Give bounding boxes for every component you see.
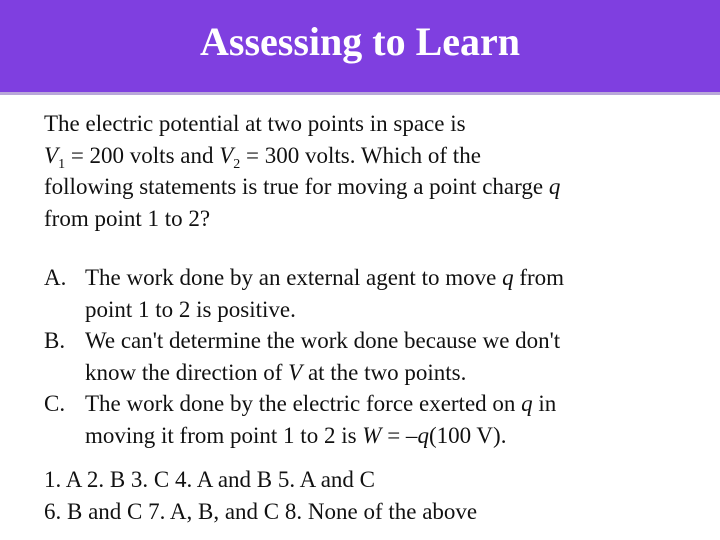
potential-symbol: V (288, 359, 303, 385)
option-c-text-end: in (532, 391, 557, 416)
answer-line-2: 6. B and C 7. A, B, and C 8. None of the above (44, 499, 478, 524)
option-a (44, 262, 684, 325)
equals-minus: = – (381, 422, 418, 448)
option-c-line-1 (85, 388, 684, 420)
v1-subscript: 1 (58, 156, 66, 172)
option-letter: C. (44, 391, 66, 416)
slide-title: Assessing to Learn (199, 19, 521, 64)
option-a-line-1 (85, 262, 684, 294)
v1-value: = 200 volts and (65, 142, 220, 168)
question-line-3-text: following statements is true for moving a point charge (44, 174, 549, 199)
option-c-text: The work done by the electric force exerted on (85, 391, 522, 416)
v2-symbol: V (219, 142, 234, 168)
question-line-3 (44, 171, 684, 203)
question-line-4: from point 1 to 2? (44, 205, 211, 231)
option-b-text-end: at the two points. (302, 359, 467, 385)
answer-line-1: 1. A 2. B 3. C 4. A and B 5. A and C (44, 467, 375, 492)
option-c-value: (100 V). (428, 422, 507, 448)
option-b (44, 325, 684, 388)
title-bar (0, 0, 720, 95)
question-text (44, 108, 684, 234)
option-b-line-1: We can't determine the work done because we don't (85, 328, 561, 353)
charge-symbol: q (548, 174, 561, 199)
work-symbol: W (362, 422, 382, 448)
option-letter: B. (44, 328, 66, 353)
option-a-text-end: from (513, 265, 565, 290)
charge-symbol: q (417, 422, 429, 448)
v2-value: = 300 volts. Which of the (240, 142, 481, 168)
v1-symbol: V (44, 142, 59, 168)
answer-choices (44, 464, 704, 528)
option-b-line-2 (85, 357, 684, 389)
option-c (44, 388, 684, 451)
option-a-text: The work done by an external agent to move (85, 265, 503, 290)
options-list (44, 262, 684, 451)
option-letter: A. (44, 265, 67, 290)
option-b-text: know the direction of (85, 359, 289, 385)
option-a-line-2: point 1 to 2 is positive. (85, 296, 296, 322)
question-line-1: The electric potential at two points in space is (44, 111, 466, 136)
option-c-line-2 (85, 420, 684, 452)
charge-symbol: q (502, 265, 514, 290)
question-line-2 (44, 140, 684, 172)
charge-symbol: q (521, 391, 533, 416)
v2-subscript: 2 (233, 156, 241, 172)
option-c-text-2: moving it from point 1 to 2 is (85, 422, 363, 448)
